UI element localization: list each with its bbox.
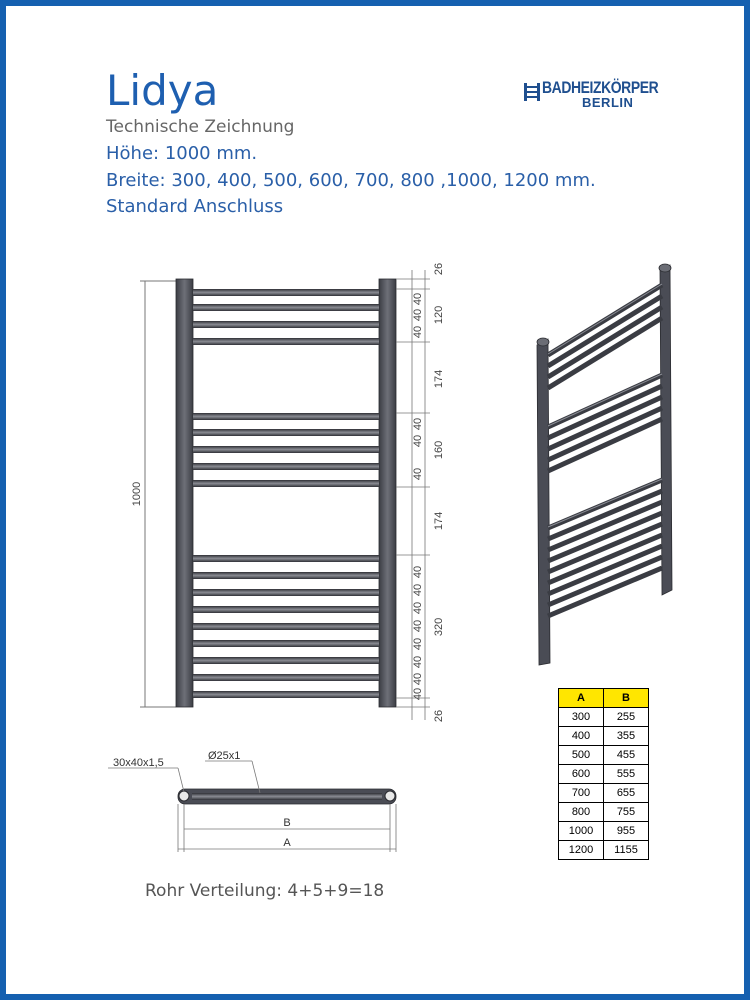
table-row	[559, 803, 649, 822]
dim-a-label: A	[283, 837, 291, 849]
size-table-header-a: A	[559, 689, 604, 708]
front-tubes	[193, 289, 379, 698]
cell-a: 500	[559, 746, 604, 765]
cell-a: 700	[559, 784, 604, 803]
table-row	[559, 841, 649, 860]
cell-b: 355	[604, 727, 649, 746]
total-height-label: 1000	[131, 481, 143, 507]
dim-160: 160	[433, 440, 445, 460]
table-row	[559, 727, 649, 746]
perspective-view	[537, 264, 672, 665]
logo-brand-text: BADHEIZKÖRPER	[542, 78, 659, 97]
dim-26-bottom: 26	[433, 709, 445, 723]
tube	[193, 304, 379, 311]
drawing-subtitle: Technische Zeichnung	[106, 117, 295, 137]
dim-120: 120	[433, 305, 445, 325]
connection-spec: Standard Anschluss	[106, 196, 284, 217]
dim-26-top: 26	[433, 262, 445, 276]
dim-40: 40	[412, 601, 424, 615]
dim-b-label: B	[283, 817, 291, 829]
product-title: Lidya	[106, 66, 219, 115]
dim-40: 40	[412, 583, 424, 597]
rail-spec-label: Ø25x1	[208, 750, 241, 762]
right-post	[379, 279, 396, 707]
dimension-labels	[412, 263, 445, 722]
height-spec: Höhe: 1000 mm.	[106, 143, 258, 164]
tube-distribution: Rohr Verteilung: 4+5+9=18	[145, 881, 385, 901]
tube	[193, 572, 379, 579]
dim-40: 40	[412, 687, 424, 701]
table-row	[559, 708, 649, 727]
total-height-dimension	[140, 281, 176, 707]
tube	[193, 338, 379, 345]
cell-b: 655	[604, 784, 649, 803]
dim-40: 40	[412, 434, 424, 448]
dim-40: 40	[412, 655, 424, 669]
dim-40: 40	[412, 637, 424, 651]
cell-b: 1155	[604, 841, 649, 860]
width-spec: Breite: 300, 400, 500, 600, 700, 800 ,1000, 1200 mm.	[106, 170, 596, 191]
tube	[193, 606, 379, 613]
dim-174: 174	[433, 369, 445, 389]
tube	[193, 657, 379, 664]
dim-40: 40	[412, 417, 424, 431]
tube	[193, 480, 379, 487]
size-table-header-b: B	[604, 689, 649, 708]
dim-174: 174	[433, 511, 445, 531]
dim-40: 40	[412, 292, 424, 306]
dim-40: 40	[412, 619, 424, 633]
table-row	[559, 765, 649, 784]
tube	[193, 555, 379, 562]
dim-40: 40	[412, 672, 424, 686]
cell-b: 255	[604, 708, 649, 727]
cell-a: 600	[559, 765, 604, 784]
left-post	[176, 279, 193, 707]
tube	[193, 640, 379, 647]
tube	[193, 446, 379, 453]
tube	[193, 413, 379, 420]
cell-a: 800	[559, 803, 604, 822]
dim-40: 40	[412, 308, 424, 322]
cell-b: 555	[604, 765, 649, 784]
dim-40: 40	[412, 325, 424, 339]
cell-a: 400	[559, 727, 604, 746]
cell-a: 1000	[559, 822, 604, 841]
dim-40: 40	[412, 467, 424, 481]
tube	[193, 691, 379, 698]
tube-spec-label: 30x40x1,5	[113, 757, 164, 769]
tube	[193, 623, 379, 630]
dim-320: 320	[433, 617, 445, 637]
cell-b: 755	[604, 803, 649, 822]
cell-b: 455	[604, 746, 649, 765]
table-row	[559, 822, 649, 841]
tube	[193, 674, 379, 681]
tube	[193, 463, 379, 470]
tube	[193, 321, 379, 328]
table-row	[559, 784, 649, 803]
dim-40: 40	[412, 565, 424, 579]
tube	[193, 429, 379, 436]
logo-city-text: BERLIN	[582, 95, 634, 110]
size-table	[558, 688, 649, 860]
cell-b: 955	[604, 822, 649, 841]
cell-a: 1200	[559, 841, 604, 860]
top-view-tube	[178, 789, 396, 804]
tube	[193, 289, 379, 296]
table-row	[559, 746, 649, 765]
tube	[193, 589, 379, 596]
cell-a: 300	[559, 708, 604, 727]
